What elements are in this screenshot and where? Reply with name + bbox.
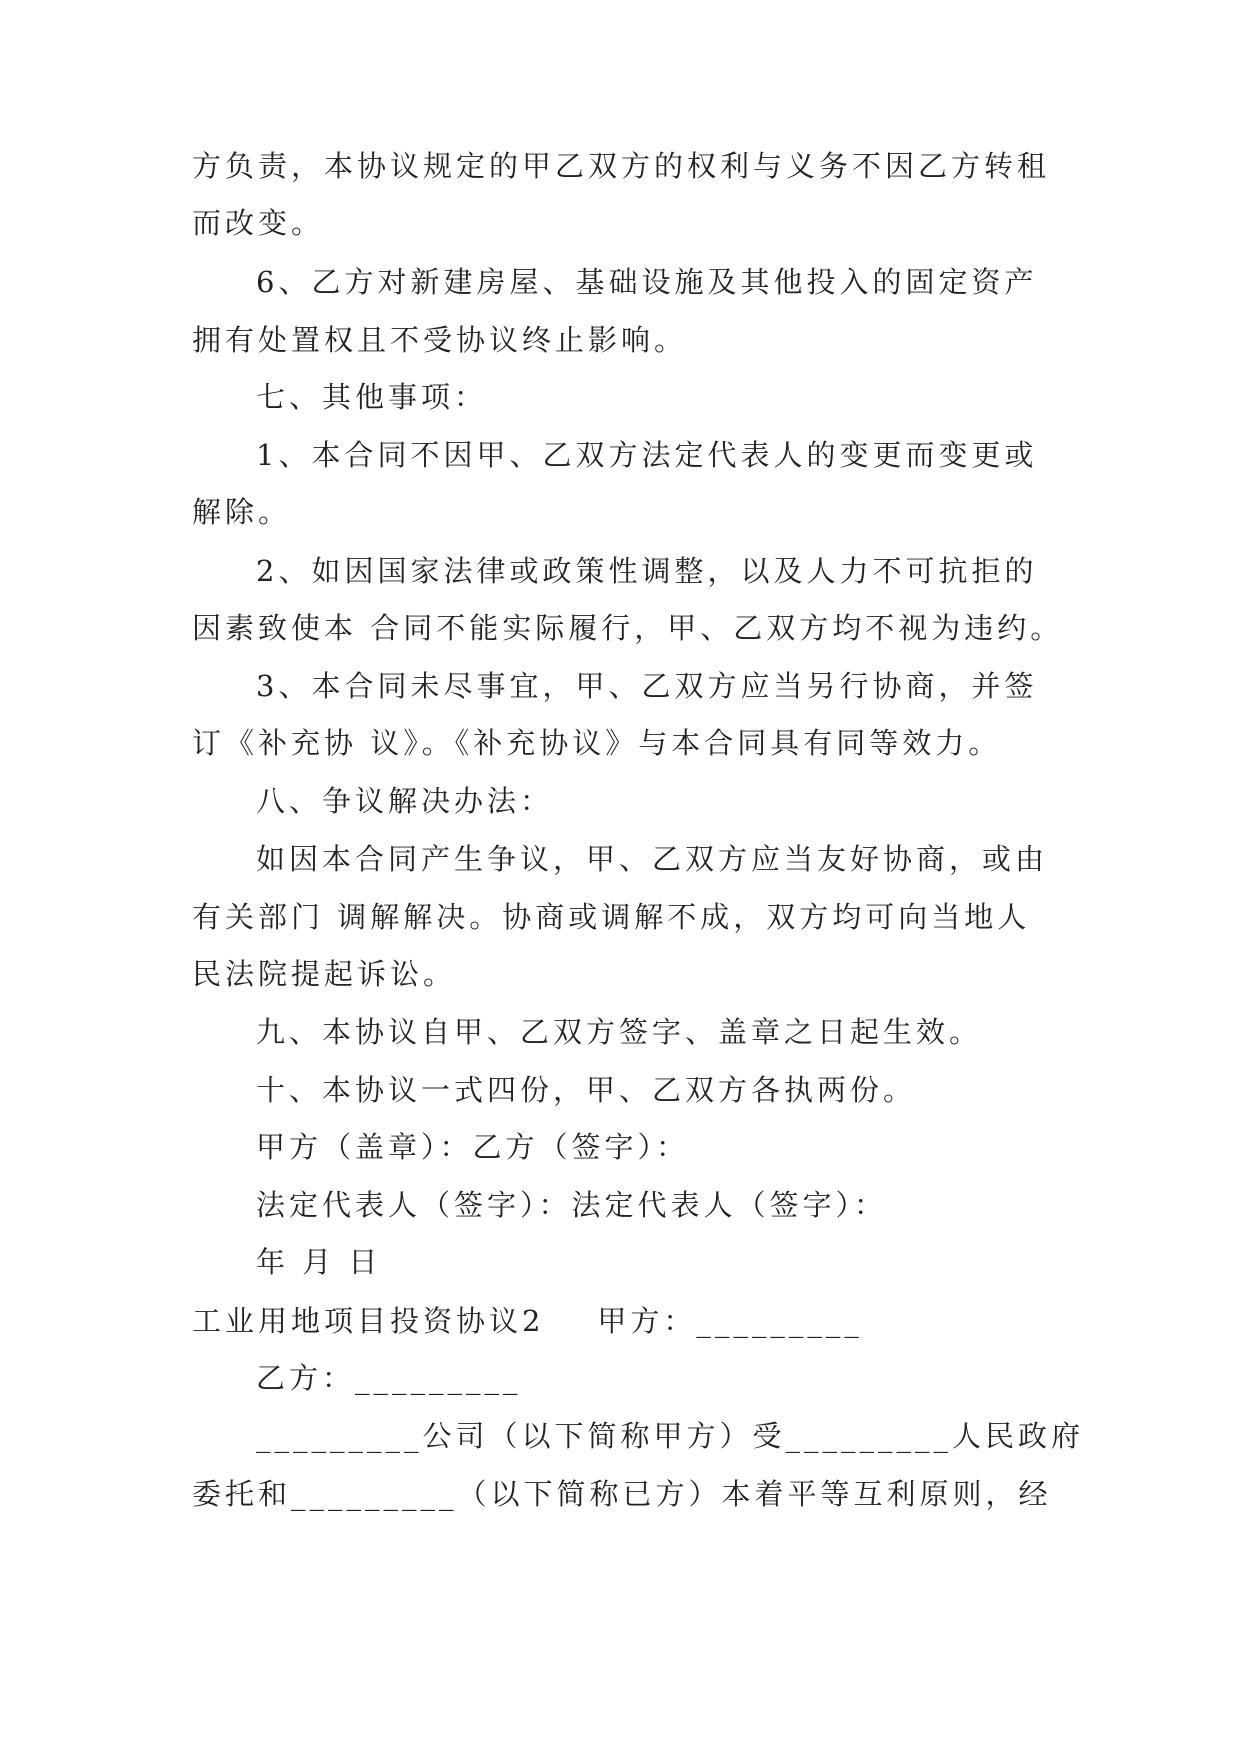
signature-line: 法定代表人（签字）：法定代表人（签字）： — [256, 1188, 888, 1222]
text-line: 2、如因国家法律或政策性调整，以及人力不可抗拒的 — [256, 554, 1038, 588]
section-heading: 九、本协议自甲、乙双方签字、盖章之日起生效。 — [256, 1015, 983, 1049]
text-line: 民法院提起诉讼。 — [192, 957, 457, 991]
text-line: 方负责，本协议规定的甲乙双方的权利与义务不因乙方转租 — [192, 149, 1051, 183]
text-line: 如因本合同产生争议，甲、乙双方应当友好协商，或由 — [256, 842, 1049, 876]
text-line: 6、乙方对新建房屋、基础设施及其他投入的固定资产 — [256, 265, 1038, 299]
text-line: 而改变。 — [192, 206, 325, 240]
text-line: 3、本合同未尽事宜，甲、乙双方应当另行协商，并签 — [256, 669, 1038, 703]
date-line: 年 月 日 — [256, 1245, 382, 1279]
text-line: _________公司（以下简称甲方）受_________人民政府 — [256, 1419, 1085, 1453]
text-line: 1、本合同不因甲、乙双方法定代表人的变更而变更或 — [256, 438, 1038, 472]
section-heading: 八、争议解决办法： — [256, 784, 554, 818]
text-line: 委托和_________（以下简称已方）本着平等互利原则，经 — [192, 1477, 1052, 1511]
signature-line: 甲方（盖章）：乙方（签字）： — [256, 1130, 690, 1164]
section-heading: 十、本协议一式四份，甲、乙双方各执两份。 — [256, 1073, 917, 1107]
party-line: 乙方：_________ — [256, 1361, 522, 1395]
text-line: 拥有处置权且不受协议终止影响。 — [192, 323, 688, 357]
text-line: 解除。 — [192, 495, 292, 529]
text-line: 因素致使本 合同不能实际履行，甲、乙双方均不视为违约。 — [192, 611, 1064, 645]
text-line: 有关部门 调解解决。协商或调解不成，双方均可向当地人 — [192, 900, 1031, 934]
text-line: 订《补充协 议》。《补充协议》与本合同具有同等效力。 — [192, 726, 1002, 760]
section-heading: 七、其他事项： — [256, 380, 488, 414]
document-title: 工业用地项目投资协议2 甲方：_________ — [192, 1304, 863, 1338]
